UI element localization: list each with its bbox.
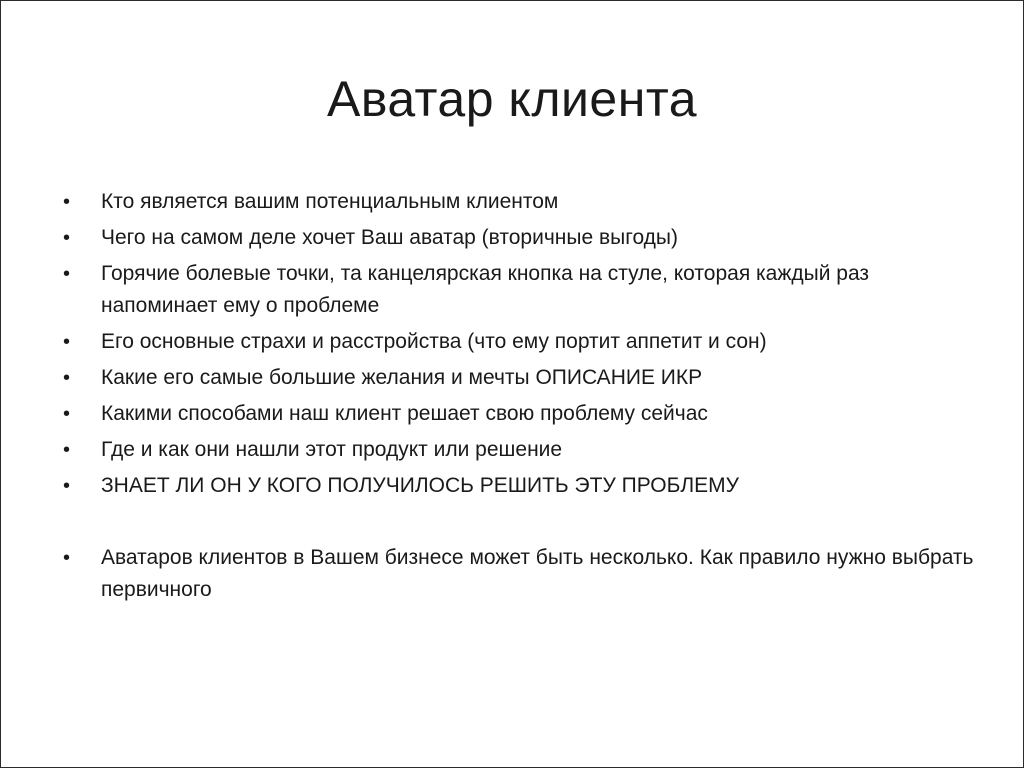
bullet-icon: • (63, 439, 71, 461)
bullet-icon: • (63, 367, 71, 389)
list-item (63, 362, 983, 394)
bullet-icon: • (63, 403, 71, 425)
list-item (63, 258, 983, 322)
bullet-icon: • (63, 191, 71, 213)
list-item-text: Горячие болевые точки, та канцелярская кнопка на стуле, которая каждый раз напоминает ему о проблеме (101, 262, 870, 317)
list-item (63, 326, 983, 358)
bullet-icon: • (63, 331, 71, 353)
list-item-text: Какие его самые большие желания и мечты ОПИСАНИЕ ИКР (101, 366, 703, 389)
list-item (63, 434, 983, 466)
bullet-icon: • (63, 227, 71, 249)
bullet-icon: • (63, 475, 71, 497)
list-item-text: Кто является вашим потенциальным клиентом (101, 190, 559, 213)
list-item (63, 542, 983, 606)
slide-title: Аватар клиента (326, 71, 697, 127)
list-item-text: Его основные страхи и расстройства (что ему портит аппетит и сон) (101, 330, 767, 353)
list-item (63, 222, 983, 254)
bullet-icon: • (63, 547, 71, 569)
bullet-icon: • (63, 263, 71, 285)
list-item (63, 398, 983, 430)
bullet-list (63, 186, 983, 610)
list-item-text: Какими способами наш клиент решает свою проблему сейчас (101, 402, 708, 425)
list-item (63, 186, 983, 218)
list-item-text: Чего на самом деле хочет Ваш аватар (вторичные выгоды) (101, 226, 678, 249)
list-item-text: ЗНАЕТ ЛИ ОН У КОГО ПОЛУЧИЛОСЬ РЕШИТЬ ЭТУ ПРОБЛЕМУ (101, 474, 740, 497)
list-item-text: Аватаров клиентов в Вашем бизнесе может быть несколько. Как правило нужно выбрать первичного (101, 546, 974, 601)
list-item (63, 470, 983, 502)
list-item-text: Где и как они нашли этот продукт или решение (101, 438, 563, 461)
